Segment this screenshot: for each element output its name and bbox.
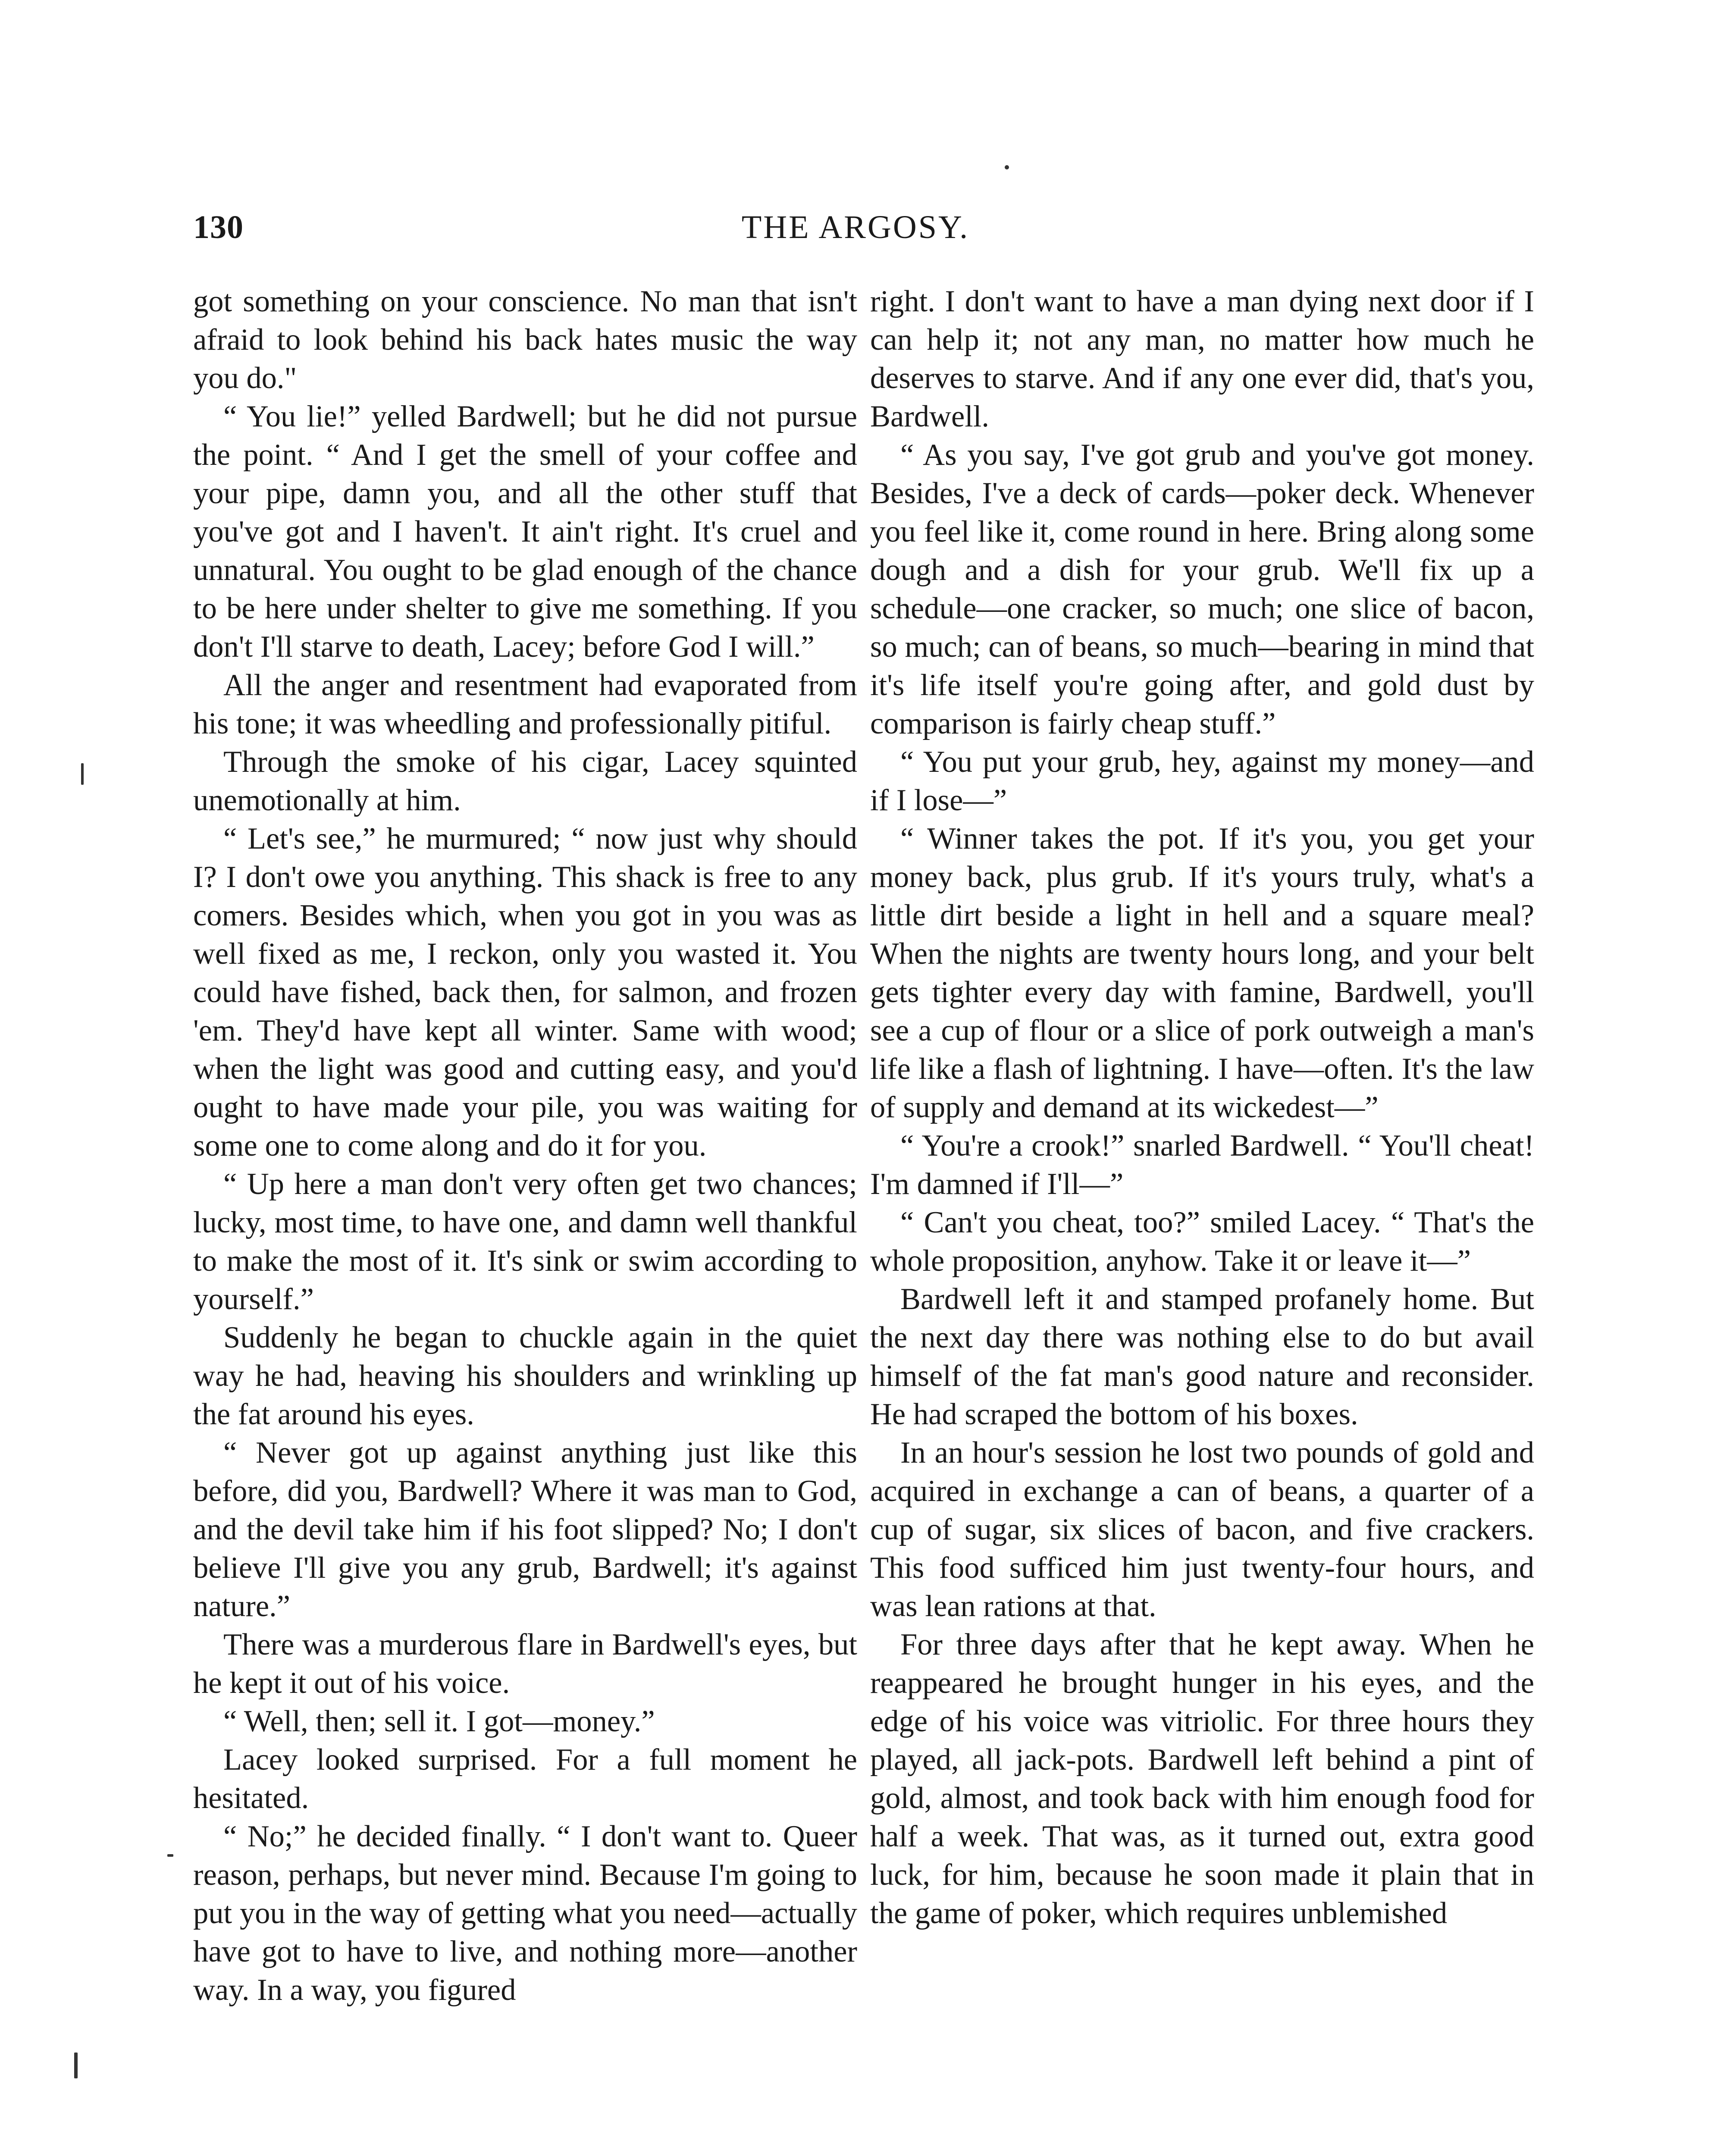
print-speck bbox=[81, 763, 84, 785]
print-speck bbox=[167, 1854, 173, 1857]
paragraph: Bardwell left it and stamped profanely home. But the next day there was nothing else to do but avail himself of the fat man's good nature and reconsider. He had scraped the bottom of his boxes. bbox=[870, 1282, 1534, 1431]
running-title: THE ARGOSY. bbox=[741, 209, 970, 245]
right-column bbox=[870, 282, 1534, 1933]
paragraph: “ Well, then; sell it. I got—money.” bbox=[223, 1705, 655, 1738]
paragraph: In an hour's session he lost two pounds of gold and acquired in exchange a can of beans, a quarter of a cup of sugar, six slices of bacon, and five crackers. This food sufficed him just twenty-four hours, and was lean rations at that. bbox=[870, 1436, 1534, 1623]
paragraph: “ No;” he decided finally. “ I don't want to. Queer reason, perhaps, but never mind. Because I'm going to put you in the way of getting what you need—actually have got to have to live, and nothing more—another way. In a way, you figured bbox=[193, 1820, 857, 2007]
paragraph: right. I don't want to have a man dying next door if I can help it; not any man, no matter how much he deserves to starve. And if any one ever did, that's you, Bardwell. bbox=[870, 285, 1534, 433]
page-number: 130 bbox=[193, 209, 244, 245]
paragraph: Lacey looked surprised. For a full moment he hesitated. bbox=[193, 1743, 857, 1815]
paragraph: For three days after that he kept away. When he reappeared he brought hunger in his eyes, and the edge of his voice was vitriolic. For three hours they played, all jack-pots. Bardwell left behind a pint of gold, almost, and took back with him enough food for half a week. That was, as it turned out, extra good luck, for him, because he soon made it plain that in the game of poker, which requires unblemished bbox=[870, 1628, 1534, 1930]
paragraph: “ Can't you cheat, too?” smiled Lacey. “ That's the whole proposition, anyhow. Take it or leave it—” bbox=[870, 1206, 1534, 1278]
paragraph: There was a murderous flare in Bardwell's eyes, but he kept it out of his voice. bbox=[193, 1628, 857, 1700]
print-speck bbox=[1005, 165, 1009, 169]
left-column bbox=[193, 282, 857, 2009]
paragraph: “ You put your grub, hey, against my money—and if I lose—” bbox=[870, 745, 1534, 817]
paragraph: Suddenly he began to chuckle again in the quiet way he had, heaving his shoulders and wrinkling up the fat around his eyes. bbox=[193, 1321, 857, 1431]
paragraph: All the anger and resentment had evaporated from his tone; it was wheedling and professionally pitiful. bbox=[193, 668, 857, 740]
paragraph: “ Let's see,” he murmured; “ now just why should I? I don't owe you anything. This shack is free to any comers. Besides which, when you got in you was as well fixed as me, I reckon, only you wasted it. You could have fished, back then, for salmon, and frozen 'em. They'd have kept all winter. Same with wood; when the light was good and cutting easy, and you'd ought to have made your pile, you was waiting for some one to come along and do it for you. bbox=[193, 822, 857, 1163]
paragraph: “ Up here a man don't very often get two chances; lucky, most time, to have one, and damn well thankful to make the most of it. It's sink or swim according to yourself.” bbox=[193, 1167, 857, 1316]
paragraph: “ As you say, I've got grub and you've got money. Besides, I've a deck of cards—poker deck. Whenever you feel like it, come round in here. Bring along some dough and a dish for your grub. We'll fix up a schedule—one cracker, so much; one slice of bacon, so much; can of beans, so much—bearing in mind that it's life itself you're going after, and gold dust by comparison is fairly cheap stuff.” bbox=[870, 438, 1534, 740]
paragraph: “ Winner takes the pot. If it's you, you get your money back, plus grub. If it's yours truly, what's a little dirt beside a light in hell and a square meal? When the nights are twenty hours long, and your belt gets tighter every day with famine, Bardwell, you'll see a cup of flour or a slice of pork outweigh a man's life like a flash of lightning. I have—often. It's the law of supply and demand at its wickedest—” bbox=[870, 822, 1534, 1124]
paragraph: “ You lie!” yelled Bardwell; but he did not pursue the point. “ And I get the smell of your coffee and your pipe, damn you, and all the other stuff that you've got and I haven't. It ain't right. It's cruel and unnatural. You ought to be glad enough of the chance to be here under shelter to give me something. If you don't I'll starve to death, Lacey; before God I will.” bbox=[193, 400, 857, 664]
paragraph: got something on your conscience. No man that isn't afraid to look behind his back hates music the way you do." bbox=[193, 285, 857, 395]
paragraph: “ Never got up against anything just like this before, did you, Bardwell? Where it was man to God, and the devil take him if his foot slipped? No; I don't believe I'll give you any grub, Bardwell; it's against nature.” bbox=[193, 1436, 857, 1623]
print-speck bbox=[74, 2053, 78, 2078]
paragraph: Through the smoke of his cigar, Lacey squinted unemotionally at him. bbox=[193, 745, 857, 817]
paragraph: “ You're a crook!” snarled Bardwell. “ You'll cheat! I'm damned if I'll—” bbox=[870, 1129, 1534, 1201]
